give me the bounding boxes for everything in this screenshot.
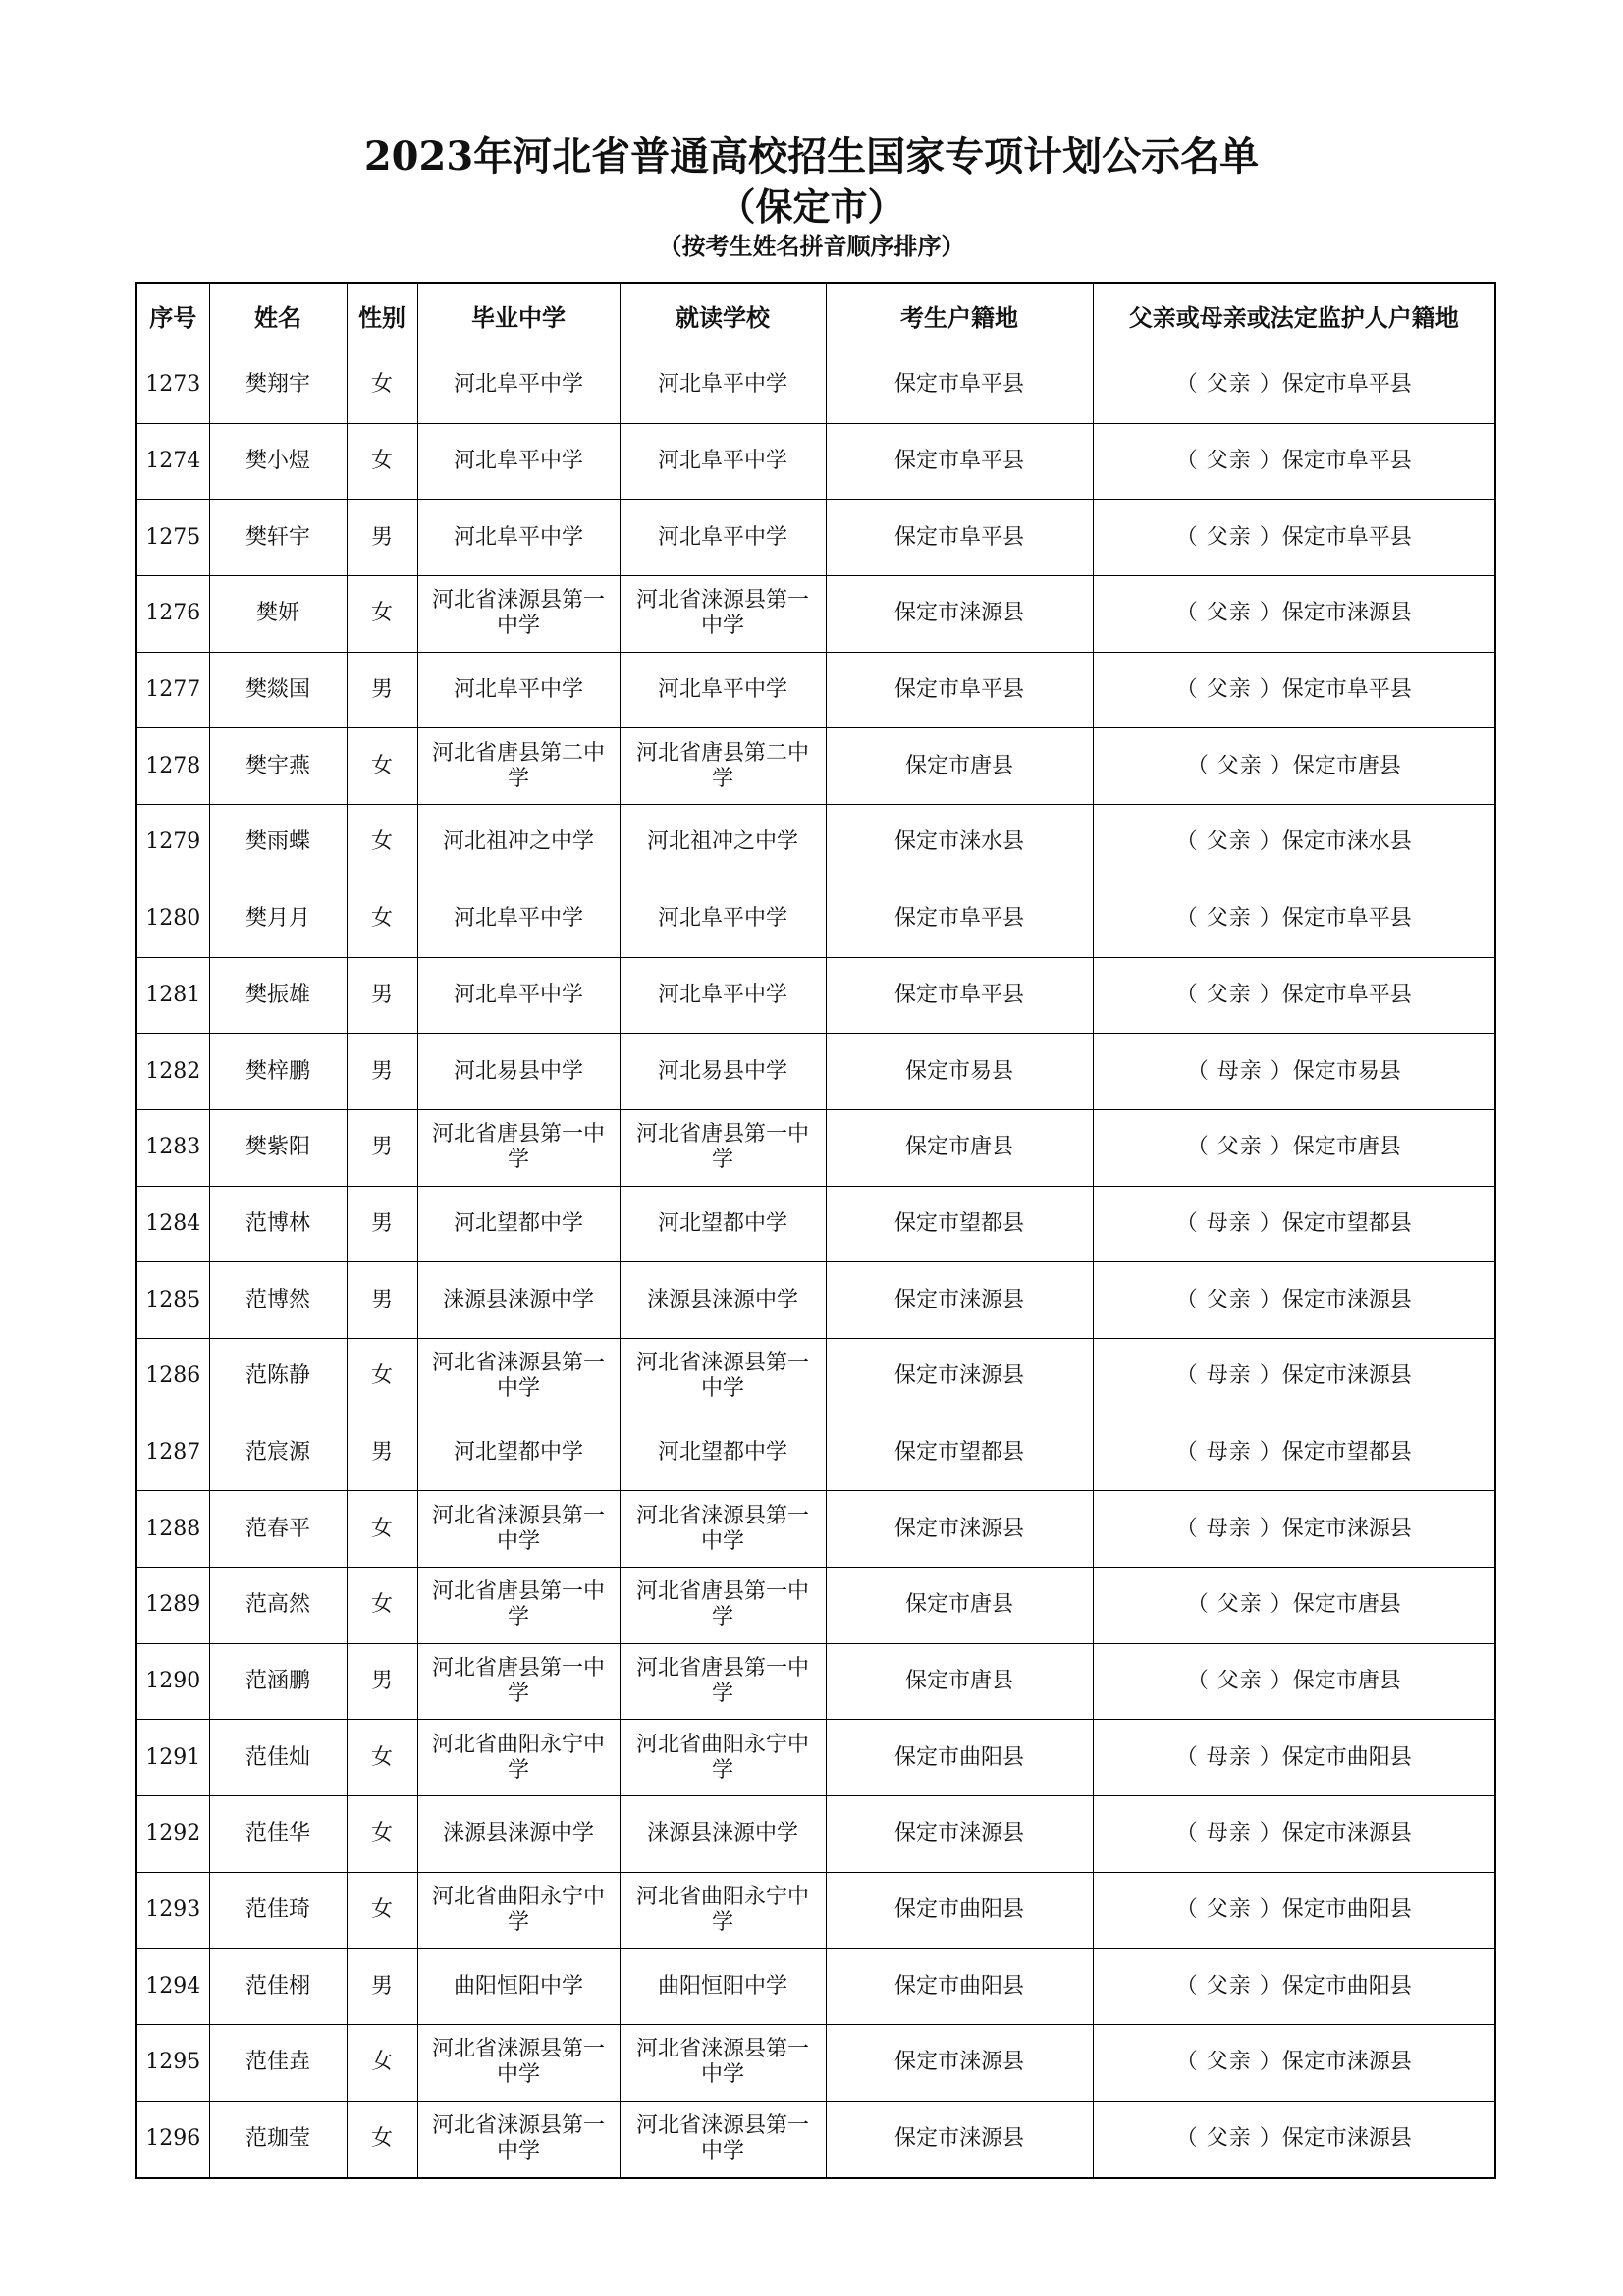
cell-name: 范博林 — [209, 1186, 347, 1262]
table-row — [136, 1568, 1495, 1644]
cell-name: 樊雨蝶 — [209, 805, 347, 881]
cell-guardian-hukou — [1093, 500, 1495, 576]
cell-guardian-hukou — [1093, 1568, 1495, 1644]
guardian-place: 保定市望都县 — [1281, 1439, 1412, 1465]
cell-hukou: 保定市唐县 — [826, 1109, 1093, 1186]
cell-study-school: 河北阜平中学 — [620, 881, 826, 957]
cell-grad-school: 涞源县涞源中学 — [417, 1262, 620, 1339]
guardian-relation: （ 父亲 ） — [1186, 1592, 1293, 1618]
cell-name: 范佳华 — [209, 1796, 347, 1873]
guardian-relation: （ 父亲 ） — [1175, 1287, 1282, 1312]
cell-seq: 1274 — [136, 423, 209, 500]
cell-study-school: 河北省曲阳永宁中学 — [620, 1720, 826, 1796]
cell-seq: 1295 — [136, 2025, 209, 2102]
guardian-place: 保定市阜平县 — [1281, 372, 1412, 398]
cell-grad-school: 河北阜平中学 — [417, 347, 620, 424]
cell-study-school: 河北省唐县第一中学 — [620, 1568, 826, 1644]
cell-name: 范高然 — [209, 1568, 347, 1644]
table-row — [136, 1338, 1495, 1415]
cell-grad-school: 河北省唐县第一中学 — [417, 1568, 620, 1644]
cell-hukou: 保定市阜平县 — [826, 423, 1093, 500]
cell-seq: 1277 — [136, 652, 209, 728]
header-seq: 序号 — [136, 283, 209, 347]
guardian-place: 保定市唐县 — [1292, 1135, 1401, 1160]
guardian-relation: （ 母亲 ） — [1175, 1210, 1282, 1236]
guardian-relation: （ 母亲 ） — [1175, 1821, 1282, 1846]
guardian-place: 保定市唐县 — [1292, 1592, 1401, 1618]
cell-name: 范宸源 — [209, 1415, 347, 1491]
cell-grad-school: 河北易县中学 — [417, 1034, 620, 1110]
cell-seq: 1276 — [136, 576, 209, 653]
cell-name: 范佳灿 — [209, 1720, 347, 1796]
cell-gender: 男 — [347, 500, 417, 576]
cell-grad-school: 河北望都中学 — [417, 1186, 620, 1262]
cell-guardian-hukou — [1093, 2101, 1495, 2177]
cell-gender: 男 — [347, 1415, 417, 1491]
cell-guardian-hukou — [1093, 1720, 1495, 1796]
cell-guardian-hukou — [1093, 1109, 1495, 1186]
guardian-place: 保定市易县 — [1292, 1058, 1401, 1084]
cell-name: 樊振雄 — [209, 957, 347, 1034]
cell-study-school: 河北易县中学 — [620, 1034, 826, 1110]
guardian-place: 保定市阜平县 — [1281, 906, 1412, 932]
guardian-relation: （ 父亲 ） — [1175, 372, 1282, 398]
cell-seq: 1284 — [136, 1186, 209, 1262]
cell-seq: 1293 — [136, 1872, 209, 1949]
table-row — [136, 1262, 1495, 1339]
cell-study-school: 河北省涞源县第一中学 — [620, 1338, 826, 1415]
cell-name: 范佳垚 — [209, 2025, 347, 2102]
cell-study-school: 河北省涞源县第一中学 — [620, 576, 826, 653]
cell-study-school: 河北省曲阳永宁中学 — [620, 1872, 826, 1949]
cell-gender: 女 — [347, 2025, 417, 2102]
header-name: 姓名 — [209, 283, 347, 347]
cell-study-school: 河北省唐县第一中学 — [620, 1643, 826, 1720]
cell-hukou: 保定市阜平县 — [826, 500, 1093, 576]
guardian-place: 保定市曲阳县 — [1281, 1973, 1412, 1999]
cell-guardian-hukou — [1093, 1262, 1495, 1339]
cell-gender: 女 — [347, 576, 417, 653]
cell-name: 范涵鹏 — [209, 1643, 347, 1720]
cell-seq: 1289 — [136, 1568, 209, 1644]
guardian-relation: （ 父亲 ） — [1175, 677, 1282, 703]
cell-guardian-hukou — [1093, 1796, 1495, 1873]
table-row — [136, 805, 1495, 881]
cell-grad-school: 河北省涞源县第一中学 — [417, 576, 620, 653]
cell-hukou: 保定市唐县 — [826, 1643, 1093, 1720]
cell-grad-school: 河北省唐县第一中学 — [417, 1643, 620, 1720]
cell-hukou: 保定市涞源县 — [826, 1262, 1093, 1339]
cell-guardian-hukou — [1093, 423, 1495, 500]
cell-grad-school: 河北省曲阳永宁中学 — [417, 1872, 620, 1949]
guardian-place: 保定市涞源县 — [1281, 2050, 1412, 2075]
roster-table — [135, 282, 1496, 2179]
table-row — [136, 1796, 1495, 1873]
cell-seq: 1288 — [136, 1491, 209, 1568]
cell-seq: 1273 — [136, 347, 209, 424]
table-row — [136, 1720, 1495, 1796]
table-row — [136, 1872, 1495, 1949]
table-row — [136, 2025, 1495, 2102]
cell-seq: 1287 — [136, 1415, 209, 1491]
cell-study-school: 曲阳恒阳中学 — [620, 1949, 826, 2025]
cell-hukou: 保定市涞源县 — [826, 1491, 1093, 1568]
cell-gender: 女 — [347, 423, 417, 500]
cell-hukou: 保定市望都县 — [826, 1186, 1093, 1262]
cell-grad-school: 河北阜平中学 — [417, 957, 620, 1034]
cell-grad-school: 涞源县涞源中学 — [417, 1796, 620, 1873]
guardian-place: 保定市曲阳县 — [1281, 1744, 1412, 1770]
guardian-relation: （ 母亲 ） — [1175, 1744, 1282, 1770]
cell-guardian-hukou — [1093, 728, 1495, 805]
cell-name: 樊轩宇 — [209, 500, 347, 576]
header-grad-school: 毕业中学 — [417, 283, 620, 347]
cell-seq: 1294 — [136, 1949, 209, 2025]
guardian-relation: （ 父亲 ） — [1186, 1669, 1293, 1694]
cell-grad-school: 曲阳恒阳中学 — [417, 1949, 620, 2025]
guardian-relation: （ 母亲 ） — [1175, 1439, 1282, 1465]
guardian-place: 保定市阜平县 — [1281, 524, 1412, 550]
cell-hukou: 保定市阜平县 — [826, 652, 1093, 728]
cell-seq: 1278 — [136, 728, 209, 805]
cell-guardian-hukou — [1093, 881, 1495, 957]
cell-guardian-hukou — [1093, 1034, 1495, 1110]
guardian-relation: （ 父亲 ） — [1175, 601, 1282, 626]
header-study-school: 就读学校 — [620, 283, 826, 347]
cell-gender: 女 — [347, 1338, 417, 1415]
header-row — [136, 283, 1495, 347]
cell-gender: 女 — [347, 1872, 417, 1949]
header-guardian-hukou: 父亲或母亲或法定监护人户籍地 — [1093, 283, 1495, 347]
cell-study-school: 河北省唐县第一中学 — [620, 1109, 826, 1186]
cell-study-school: 涞源县涞源中学 — [620, 1796, 826, 1873]
cell-study-school: 河北省涞源县第一中学 — [620, 1491, 826, 1568]
cell-gender: 男 — [347, 1109, 417, 1186]
cell-gender: 男 — [347, 1949, 417, 2025]
cell-hukou: 保定市涞源县 — [826, 1338, 1093, 1415]
cell-guardian-hukou — [1093, 576, 1495, 653]
cell-guardian-hukou — [1093, 1491, 1495, 1568]
cell-seq: 1291 — [136, 1720, 209, 1796]
cell-gender: 女 — [347, 1491, 417, 1568]
cell-guardian-hukou — [1093, 805, 1495, 881]
table-row — [136, 957, 1495, 1034]
cell-grad-school: 河北省唐县第一中学 — [417, 1109, 620, 1186]
cell-hukou: 保定市阜平县 — [826, 881, 1093, 957]
cell-seq: 1281 — [136, 957, 209, 1034]
cell-name: 范博然 — [209, 1262, 347, 1339]
cell-gender: 女 — [347, 1796, 417, 1873]
sort-note: （按考生姓名拼音顺序排序） — [658, 232, 965, 260]
guardian-relation: （ 父亲 ） — [1175, 1897, 1282, 1923]
guardian-relation: （ 父亲 ） — [1186, 1135, 1293, 1160]
cell-guardian-hukou — [1093, 347, 1495, 424]
guardian-place: 保定市唐县 — [1292, 753, 1401, 778]
cell-seq: 1275 — [136, 500, 209, 576]
cell-study-school: 河北阜平中学 — [620, 423, 826, 500]
cell-hukou: 保定市唐县 — [826, 1568, 1093, 1644]
cell-gender: 男 — [347, 1034, 417, 1110]
guardian-relation: （ 父亲 ） — [1175, 829, 1282, 855]
cell-gender: 女 — [347, 1720, 417, 1796]
guardian-place: 保定市涞源县 — [1281, 1821, 1412, 1846]
cell-hukou: 保定市涞水县 — [826, 805, 1093, 881]
cell-study-school: 河北省唐县第二中学 — [620, 728, 826, 805]
table-row — [136, 1109, 1495, 1186]
cell-name: 范佳琦 — [209, 1872, 347, 1949]
guardian-place: 保定市涞源县 — [1281, 2126, 1412, 2152]
cell-study-school: 涞源县涞源中学 — [620, 1262, 826, 1339]
cell-study-school: 河北省涞源县第一中学 — [620, 2025, 826, 2102]
cell-study-school: 河北阜平中学 — [620, 652, 826, 728]
cell-guardian-hukou — [1093, 1338, 1495, 1415]
table-row — [136, 1491, 1495, 1568]
cell-name: 樊宇燕 — [209, 728, 347, 805]
cell-name: 范春平 — [209, 1491, 347, 1568]
table-row — [136, 423, 1495, 500]
cell-grad-school: 河北阜平中学 — [417, 500, 620, 576]
cell-seq: 1280 — [136, 881, 209, 957]
cell-name: 范佳栩 — [209, 1949, 347, 2025]
cell-grad-school: 河北祖冲之中学 — [417, 805, 620, 881]
guardian-relation: （ 母亲 ） — [1186, 1058, 1293, 1084]
header-hukou: 考生户籍地 — [826, 283, 1093, 347]
cell-gender: 女 — [347, 728, 417, 805]
table-row — [136, 1034, 1495, 1110]
cell-guardian-hukou — [1093, 1186, 1495, 1262]
cell-study-school: 河北望都中学 — [620, 1186, 826, 1262]
guardian-relation: （ 父亲 ） — [1175, 1973, 1282, 1999]
cell-hukou: 保定市曲阳县 — [826, 1720, 1093, 1796]
table-row — [136, 1643, 1495, 1720]
guardian-place: 保定市涞源县 — [1281, 1287, 1412, 1312]
cell-guardian-hukou — [1093, 1643, 1495, 1720]
cell-hukou: 保定市望都县 — [826, 1415, 1093, 1491]
cell-guardian-hukou — [1093, 957, 1495, 1034]
cell-grad-school: 河北省涞源县第一中学 — [417, 2101, 620, 2177]
cell-seq: 1286 — [136, 1338, 209, 1415]
cell-name: 樊紫阳 — [209, 1109, 347, 1186]
cell-hukou: 保定市涞源县 — [826, 1796, 1093, 1873]
guardian-relation: （ 父亲 ） — [1175, 524, 1282, 550]
cell-gender: 男 — [347, 652, 417, 728]
guardian-place: 保定市涞源县 — [1281, 1516, 1412, 1541]
cell-gender: 女 — [347, 347, 417, 424]
table-row — [136, 2101, 1495, 2177]
table-row — [136, 652, 1495, 728]
cell-name: 范陈静 — [209, 1338, 347, 1415]
guardian-place: 保定市唐县 — [1292, 1669, 1401, 1694]
cell-hukou: 保定市唐县 — [826, 728, 1093, 805]
cell-gender: 男 — [347, 1262, 417, 1339]
table-row — [136, 1415, 1495, 1491]
guardian-relation: （ 父亲 ） — [1186, 753, 1293, 778]
table-row — [136, 1949, 1495, 2025]
cell-study-school: 河北祖冲之中学 — [620, 805, 826, 881]
cell-grad-school: 河北阜平中学 — [417, 652, 620, 728]
cell-gender: 女 — [347, 881, 417, 957]
cell-hukou: 保定市曲阳县 — [826, 1949, 1093, 2025]
cell-seq: 1292 — [136, 1796, 209, 1873]
cell-grad-school: 河北省唐县第二中学 — [417, 728, 620, 805]
guardian-relation: （ 父亲 ） — [1175, 2050, 1282, 2075]
cell-hukou: 保定市涞源县 — [826, 2025, 1093, 2102]
cell-hukou: 保定市涞源县 — [826, 2101, 1093, 2177]
cell-grad-school: 河北省曲阳永宁中学 — [417, 1720, 620, 1796]
cell-seq: 1290 — [136, 1643, 209, 1720]
cell-grad-school: 河北阜平中学 — [417, 881, 620, 957]
cell-guardian-hukou — [1093, 1415, 1495, 1491]
cell-study-school: 河北阜平中学 — [620, 957, 826, 1034]
cell-seq: 1282 — [136, 1034, 209, 1110]
cell-name: 樊翔宇 — [209, 347, 347, 424]
guardian-relation: （ 父亲 ） — [1175, 906, 1282, 932]
cell-hukou: 保定市易县 — [826, 1034, 1093, 1110]
cell-guardian-hukou — [1093, 652, 1495, 728]
cell-study-school: 河北省涞源县第一中学 — [620, 2101, 826, 2177]
cell-guardian-hukou — [1093, 1949, 1495, 2025]
cell-seq: 1279 — [136, 805, 209, 881]
table-row — [136, 881, 1495, 957]
cell-grad-school: 河北阜平中学 — [417, 423, 620, 500]
guardian-place: 保定市阜平县 — [1281, 982, 1412, 1007]
table-row — [136, 1186, 1495, 1262]
page-title: 2023年河北省普通高校招生国家专项计划公示名单 — [363, 133, 1260, 180]
cell-gender: 女 — [347, 1568, 417, 1644]
cell-name: 樊月月 — [209, 881, 347, 957]
guardian-place: 保定市涞水县 — [1281, 829, 1412, 855]
guardian-relation: （ 父亲 ） — [1175, 982, 1282, 1007]
cell-grad-school: 河北望都中学 — [417, 1415, 620, 1491]
cell-seq: 1296 — [136, 2101, 209, 2177]
cell-name: 樊梓鹏 — [209, 1034, 347, 1110]
guardian-relation: （ 父亲 ） — [1175, 2126, 1282, 2152]
cell-study-school: 河北阜平中学 — [620, 500, 826, 576]
header-gender: 性别 — [347, 283, 417, 347]
guardian-place: 保定市涞源县 — [1281, 1363, 1412, 1389]
guardian-relation: （ 母亲 ） — [1175, 1516, 1282, 1541]
cell-hukou: 保定市涞源县 — [826, 576, 1093, 653]
table-row — [136, 500, 1495, 576]
page-subtitle: （保定市） — [718, 185, 905, 229]
cell-grad-school: 河北省涞源县第一中学 — [417, 1491, 620, 1568]
table-row — [136, 728, 1495, 805]
guardian-relation: （ 母亲 ） — [1175, 1363, 1282, 1389]
cell-study-school: 河北阜平中学 — [620, 347, 826, 424]
cell-seq: 1283 — [136, 1109, 209, 1186]
guardian-place: 保定市阜平县 — [1281, 677, 1412, 703]
cell-grad-school: 河北省涞源县第一中学 — [417, 2025, 620, 2102]
guardian-place: 保定市望都县 — [1281, 1210, 1412, 1236]
cell-hukou: 保定市阜平县 — [826, 957, 1093, 1034]
cell-study-school: 河北望都中学 — [620, 1415, 826, 1491]
guardian-place: 保定市阜平县 — [1281, 449, 1412, 474]
cell-name: 范珈莹 — [209, 2101, 347, 2177]
cell-grad-school: 河北省涞源县第一中学 — [417, 1338, 620, 1415]
table-row — [136, 576, 1495, 653]
cell-gender: 女 — [347, 2101, 417, 2177]
cell-guardian-hukou — [1093, 1872, 1495, 1949]
table-row — [136, 347, 1495, 424]
guardian-relation: （ 父亲 ） — [1175, 449, 1282, 474]
cell-name: 樊小煜 — [209, 423, 347, 500]
cell-guardian-hukou — [1093, 2025, 1495, 2102]
cell-gender: 男 — [347, 1186, 417, 1262]
cell-gender: 男 — [347, 957, 417, 1034]
cell-name: 樊妍 — [209, 576, 347, 653]
cell-hukou: 保定市阜平县 — [826, 347, 1093, 424]
guardian-place: 保定市曲阳县 — [1281, 1897, 1412, 1923]
guardian-place: 保定市涞源县 — [1281, 601, 1412, 626]
cell-gender: 男 — [347, 1643, 417, 1720]
cell-hukou: 保定市曲阳县 — [826, 1872, 1093, 1949]
cell-name: 樊燚国 — [209, 652, 347, 728]
cell-seq: 1285 — [136, 1262, 209, 1339]
cell-gender: 女 — [347, 805, 417, 881]
